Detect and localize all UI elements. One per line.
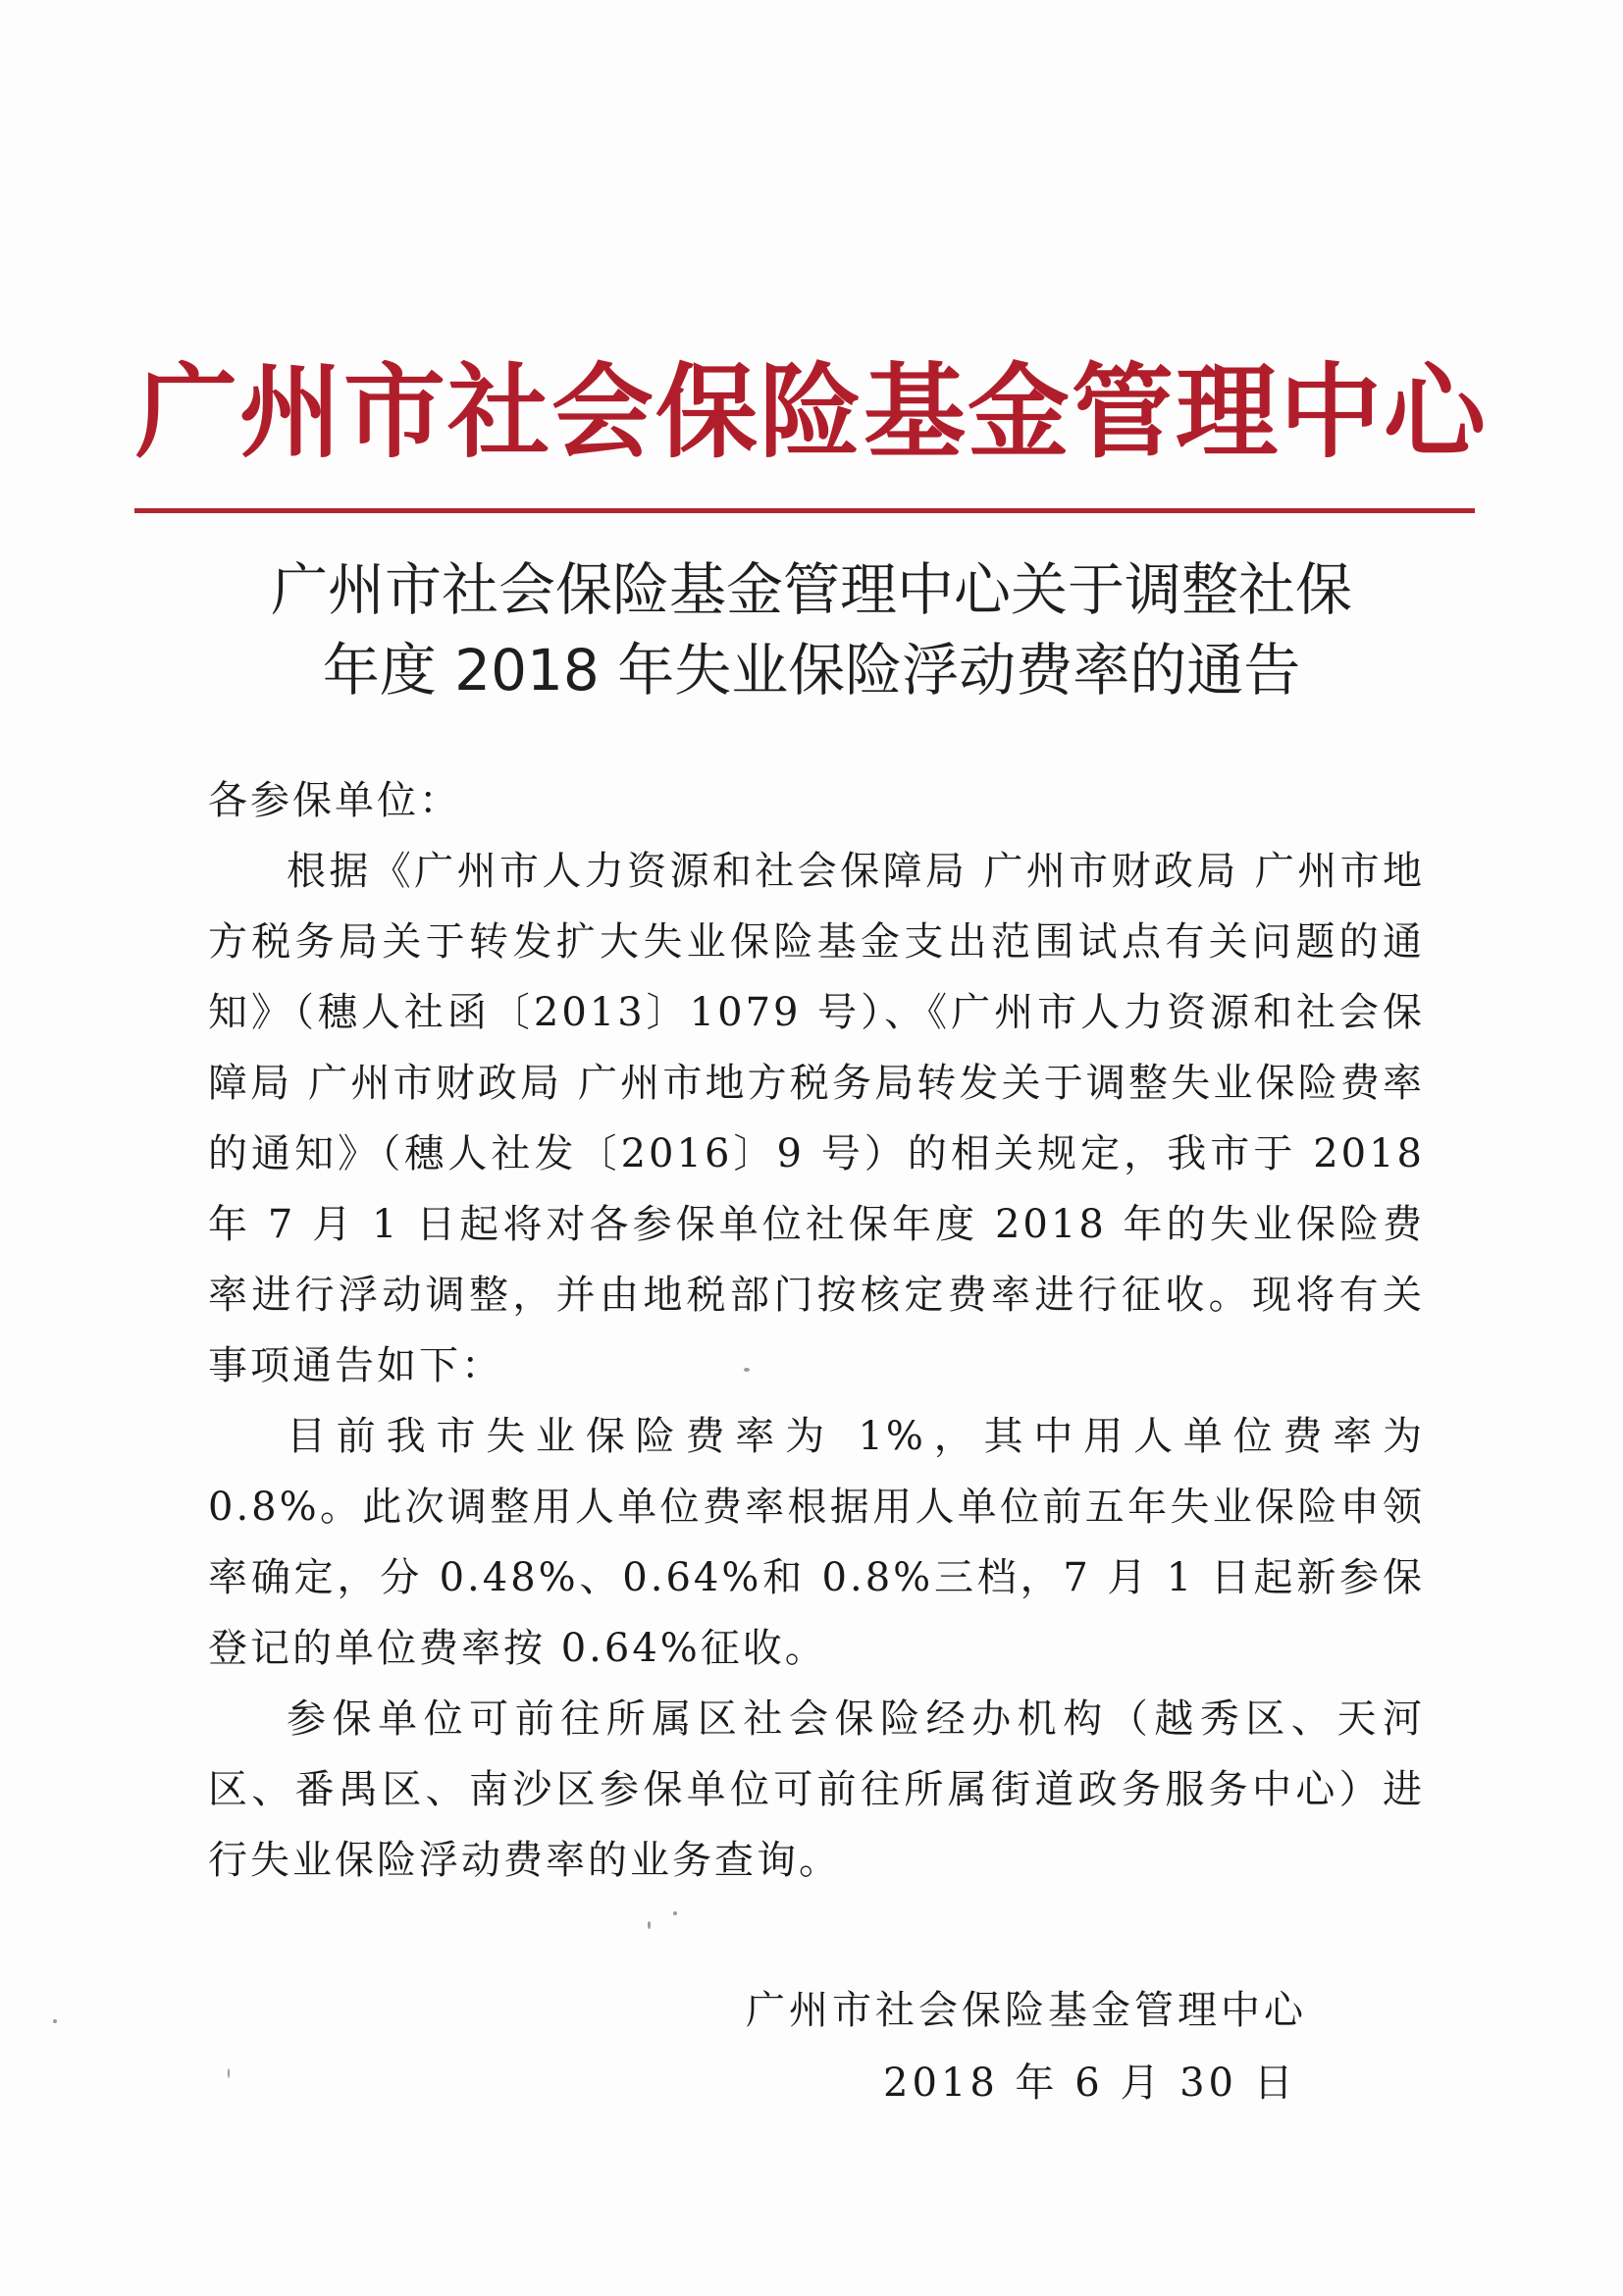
salutation: 各参保单位：	[208, 778, 461, 823]
body-paragraph-2: 目前我市失业保险费率为 1%，其中用人单位费率为 0.8%。此次调整用人单位费率根据用人单位前五年失业保险申领率确定，分 0.48%、0.64%和 0.8%三档，7 月 1 日起新参保登记的单位费率按 0.64%征收。	[208, 1414, 1425, 1671]
notice-title-line-2: 年度 2018 年失业保险浮动费率的通告	[322, 637, 1301, 704]
masthead-red-rule	[134, 508, 1475, 513]
signoff-block	[746, 1974, 1335, 2119]
scan-speck	[648, 1921, 651, 1929]
signoff-org: 广州市社会保险基金管理中心	[746, 1988, 1307, 2033]
scan-speck	[673, 1911, 677, 1915]
scan-speck	[744, 1368, 750, 1372]
notice-body	[208, 765, 1425, 1896]
body-paragraph-1: 根据《广州市人力资源和社会保障局 广州市财政局 广州市地方税务局关于转发扩大失业保险基金支出范围试点有关问题的通知》（穗人社函〔2013〕1079 号）、《广州市人力资源和社会保障局 广州市财政局 广州市地方税务局转发关于调整失业保险费率的通知》（穗人社发〔2016〕9 号）的相关规定，我市于 2018 年 7 月 1 日起将对各参保单位社保年度 2018 年的失业保险费率进行浮动调整，并由地税部门按核定费率进行征收。现将有关事项通告如下：	[208, 849, 1425, 1388]
signoff-date: 2018 年 6 月 30 日	[883, 2061, 1297, 2106]
body-paragraph-3: 参保单位可前往所属区社会保险经办机构（越秀区、天河区、番禺区、南沙区参保单位可前往所属街道政务服务中心）进行失业保险浮动费率的业务查询。	[208, 1696, 1425, 1883]
scan-speck	[53, 2019, 57, 2023]
scan-speck	[228, 2068, 230, 2078]
masthead-org-name: 广州市社会保险基金管理中心	[134, 352, 1488, 472]
notice-title-line-1: 广州市社会保险基金管理中心关于调整社保	[270, 556, 1352, 623]
notice-title	[147, 549, 1476, 710]
